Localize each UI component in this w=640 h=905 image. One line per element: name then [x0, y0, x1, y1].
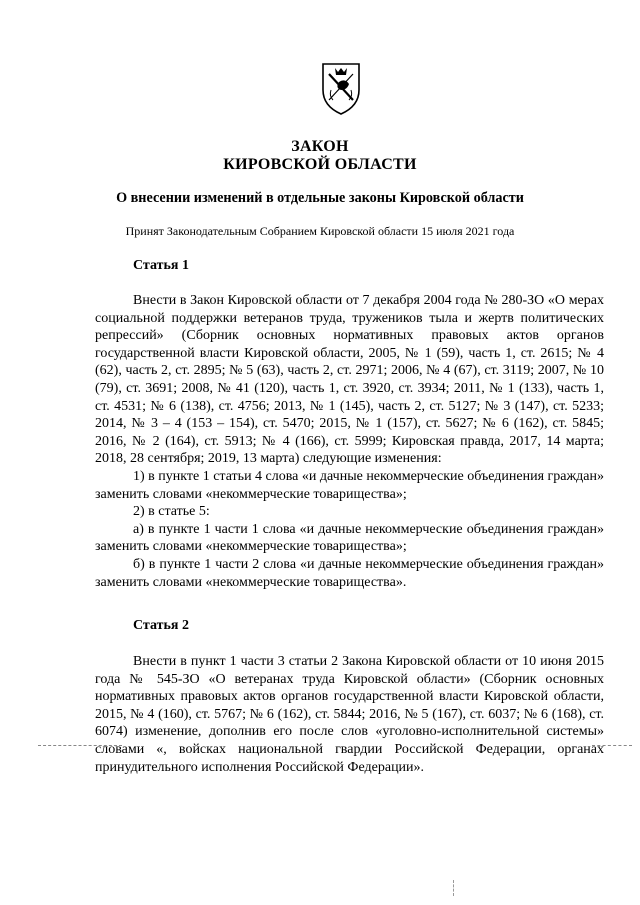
law-subtitle: О внесении изменений в отдельные законы Кировской области [116, 190, 524, 206]
coat-of-arms-emblem [315, 60, 367, 116]
scan-artifact-mark [453, 880, 455, 896]
scan-artifact-line [592, 745, 632, 746]
adoption-note: Принят Законодательным Собранием Кировской области 15 июля 2021 года [125, 224, 515, 238]
article-1-body [95, 292, 604, 591]
article-1-paragraph: а) в пункте 1 части 1 слова «и дачные некоммерческие объединения граждан» заменить словами «некоммерческие товарищества»; [95, 521, 604, 555]
law-region-title: КИРОВСКОЙ ОБЛАСТИ [223, 156, 417, 173]
article-1-paragraph: 2) в статье 5: [133, 504, 210, 520]
article-2-heading: Статья 2 [133, 618, 189, 633]
law-title: ЗАКОН [291, 138, 349, 155]
scan-artifact-line [38, 745, 122, 746]
article-1-paragraph: б) в пункте 1 части 2 слова «и дачные некоммерческие объединения граждан» заменить словами «некоммерческие товарищества». [95, 556, 604, 590]
article-1-heading: Статья 1 [133, 258, 189, 273]
article-2-paragraph: Внести в пункт 1 части 3 статьи 2 Закона Кировской области от 10 июня 2015 года № 545-ЗО «О ветеранах труда Кировской области» (Сборник основных нормативных правовых актов органов государственной власти Кировской области, 2015, № 4 (160), ст. 5767; № 6 (162), ст. 5844; 2016, № 5 (167), ст. 6037; № 6 (168), ст. 6074) изменение, дополнив его после слов «уголовно-исполнительной системы» словами «, войсках национальной гвардии Российской Федерации, органах принудительного исполнения Российской Федерации». [95, 654, 604, 775]
article-1-paragraph: 1) в пункте 1 статьи 4 слова «и дачные некоммерческие объединения граждан» заменить словами «некоммерческие товарищества»; [95, 468, 605, 502]
article-1-paragraph: Внести в Закон Кировской области от 7 декабря 2004 года № 280-ЗО «О мерах социальной поддержки ветеранов труда, тружеников тыла и жертв политических репрессий» (Сборник основных нормативных правовых актов органов государственной власти Кировской области, 2005, № 1 (59), часть 1, ст. 2615; № 4 (62), часть 2, ст. 2895; № 5 (63), часть 2, ст. 2971; 2006, № 4 (67), ст. 3119; 2007, № 10 (79), ст. 3691; 2008, № 41 (120), часть 1, ст. 3920, ст. 3934; 2011, № 1 (133), часть 1, ст. 4531; № 6 (138), ст. 4756; 2013, № 1 (145), часть 2, ст. 5127; № 3 (147), ст. 5233; 2014, № 3 – 4 (153 – 154), ст. 5470; 2015, № 1 (157), ст. 5627; № 6 (162), ст. 5845; 2016, № 2 (164), ст. 5913; № 4 (166), ст. 5999; Кировская правда, 2017, 14 марта; 2018, 28 сентября; 2019, 13 марта) следующие изменения: [95, 293, 604, 467]
article-2-body [95, 653, 604, 776]
